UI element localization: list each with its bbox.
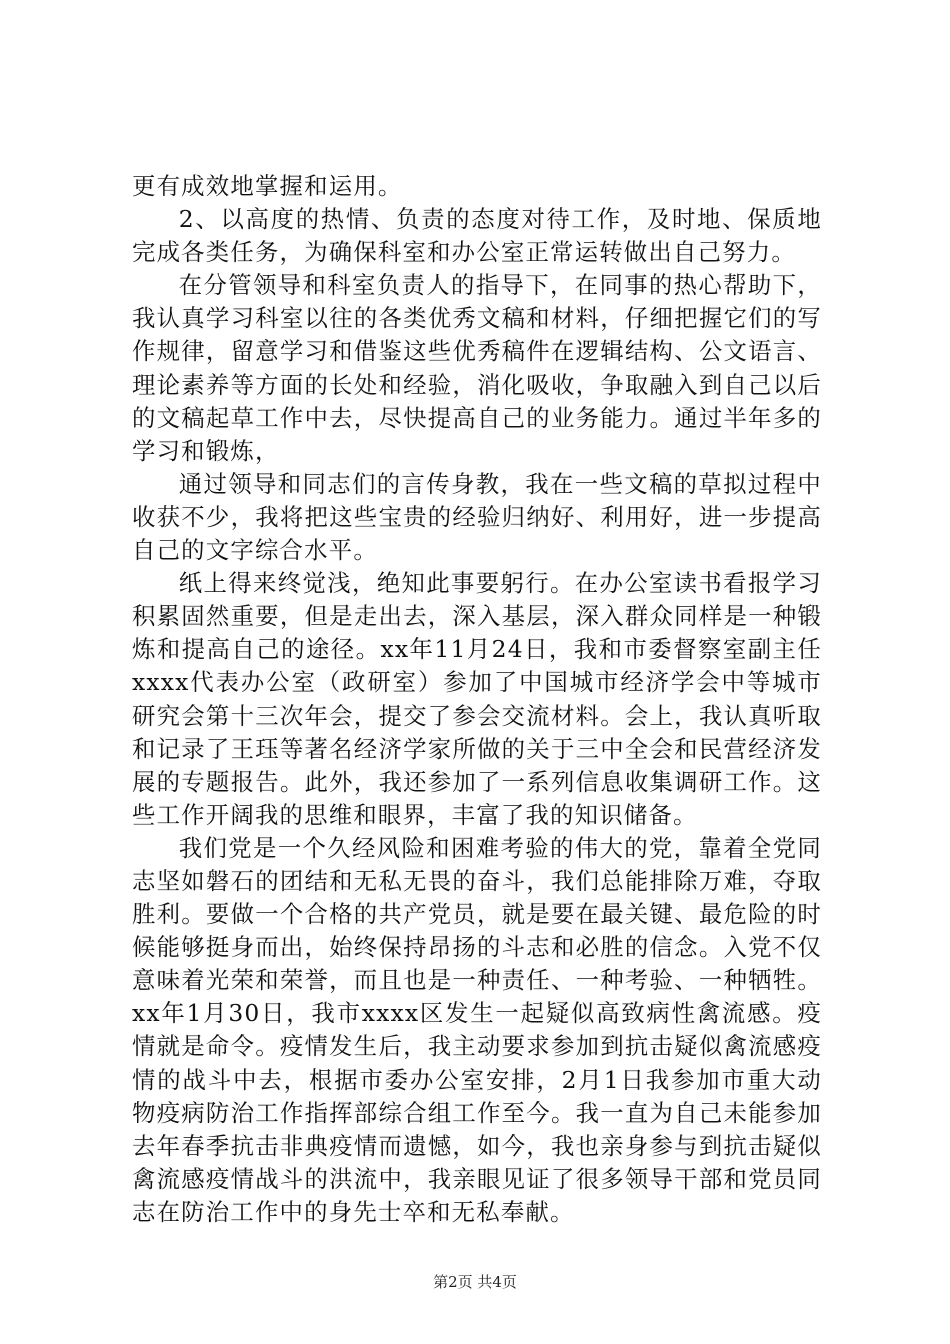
page-number-footer: 第2页 共4页 [433, 1273, 517, 1291]
document-body [132, 170, 822, 1229]
paragraph-6: 我们党是一个久经风险和困难考验的伟大的党，靠着全党同志坚如磐石的团结和无私无畏的奋斗，我们总能排除万难，夺取胜利。要做一个合格的共产党员，就是要在最关键、最危险的时候能够挺身而出，始终保持昂扬的斗志和必胜的信念。入党不仅意味着光荣和荣誉，而且也是一种责任、一种考验、一种牺牲。xx年1月30日，我市xxxx区发生一起疑似高致病性禽流感。疫情就是命令。疫情发生后，我主动要求参加到抗击疑似禽流感疫情的战斗中去，根据市委办公室安排，2月1日我参加市重大动物疫病防治工作指挥部综合组工作至今。我一直为自己未能参加去年春季抗击非典疫情而遗憾，如今，我也亲身参与到抗击疑似禽流感疫情战斗的洪流中，我亲眼见证了很多领导干部和党员同志在防治工作中的身先士卒和无私奉献。 [132, 833, 822, 1226]
paragraph-1: 更有成效地掌握和运用。 [132, 172, 403, 200]
paragraph-4: 通过领导和同志们的言传身教，我在一些文稿的草拟过程中收获不少，我将把这些宝贵的经验归纳好、利用好，进一步提高自己的文字综合水平。 [132, 469, 822, 565]
paragraph-2: 2、以高度的热情、负责的态度对待工作，及时地、保质地完成各类任务，为确保科室和办公室正常运转做出自己努力。 [132, 205, 822, 267]
paragraph-5: 纸上得来终觉浅，绝知此事要躬行。在办公室读书看报学习积累固然重要，但是走出去，深入基层，深入群众同样是一种锻炼和提高自己的途径。xx年11月24日，我和市委督察室副主任xxxx代表办公室（政研室）参加了中国城市经济学会中等城市研究会第十三次年会，提交了参会交流材料。会上，我认真听取和记录了王珏等著名经济学家所做的关于三中全会和民营经济发展的专题报告。此外，我还参加了一系列信息收集调研工作。这些工作开阔我的思维和眼界，丰富了我的知识储备。 [132, 569, 822, 829]
paragraph-3: 在分管领导和科室负责人的指导下，在同事的热心帮助下，我认真学习科室以往的各类优秀文稿和材料，仔细把握它们的写作规律，留意学习和借鉴这些优秀稿件在逻辑结构、公文语言、理论素养等方面的长处和经验，消化吸收，争取融入到自己以后的文稿起草工作中去，尽快提高自己的业务能力。通过半年多的学习和锻炼， [132, 271, 822, 465]
